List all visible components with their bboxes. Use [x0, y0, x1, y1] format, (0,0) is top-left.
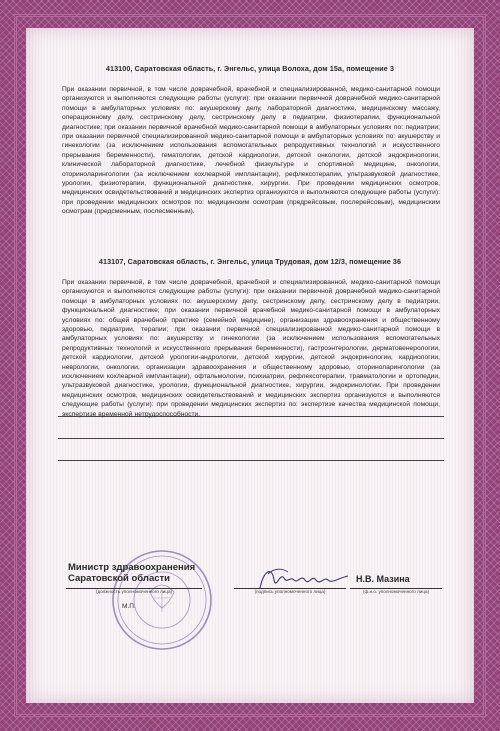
signature-caption: (подпись уполномоченного лица): [254, 589, 326, 594]
address-2: 413107, Саратовская область, г. Энгельс, улица Трудовая, дом 12/3, помещение 36: [98, 257, 402, 266]
position-caption: (должность уполномоченного лица): [95, 589, 173, 594]
name-caption: (ф.и.о. уполномоченного лица): [362, 589, 430, 594]
divider-line-1: [58, 416, 444, 417]
stamp-label: М.П.: [122, 603, 136, 610]
organization-line-2: Саратовской области: [68, 573, 171, 584]
signer-organization: [68, 562, 195, 584]
signer-name: Н.В. Мазина: [356, 574, 410, 584]
services-paragraph-1: При оказании первичной, в том числе доврачебной, врачебной и специализированной, медико-санитарной помощи организуются и выполняются следующие работы (услуги): при оказании первичной доврачебной медико-санитарной помощи в амбулаторных условиях по: акушерскому делу, лабораторной диагностике, медицинскому массажу, операционному делу, сестринскому делу, сестринскому делу в педиатрии, физиотерапии, функциональной диагностике; при оказании первичной врачебной медико-санитарной помощи в амбулаторных условиях по: педиатрии; при оказании первичной специализированной медико-санитарной помощи в амбулаторных условиях по: акушерству и гинекологии (за исключением использования вспомогательных репродуктивных технологий и искусственного прерывания беременности), гематологии, детской кардиологии, детской онкологии, детской эндокринологии, клинической лабораторной диагностике, лечебной физкультуре и спортивной медицине, онкологии, оториноларингологии (за исключением кохлеарной имплантации), рефлексотерапии, ультразвуковой диагностике, урологии, физиотерапии, функциональной диагностике, хирургии. При проведении медицинских осмотров, медицинских освидетельствований и медицинских экспертиз организуются и выполняются следующие работы (услуги): при проведении медицинских осмотров по: медицинским осмотрам (предрейсовым, послерейсовым), медицинским осмотрам (предсменным, послесменным).: [62, 86, 440, 216]
document-paper: [26, 28, 474, 703]
organization-line-1: Министр здравоохранения: [68, 562, 196, 573]
divider-line-2: [58, 438, 444, 439]
services-paragraph-2: При оказании первичной, в том числе доврачебной, врачебной и специализированной, медико-санитарной помощи организуются и выполняются следующие работы (услуги): при оказании первичной доврачебной медико-санитарной помощи в амбулаторных условиях по: акушерскому делу, сестринскому делу, сестринскому делу в педиатрии, функциональной диагностике; при оказании первичной врачебной медико-санитарной помощи в амбулаторных условиях по: общей врачебной практике (семейной медицине), организации здравоохранения и общественному здоровью, педиатрии, терапии; при оказании первичной специализированной медико-санитарной помощи в амбулаторных условиях по: акушерству и гинекологии (за исключением использования вспомогательных репродуктивных технологий и искусственного прерывания беременности), гастроэнтерологии, дерматовенерологии, детской кардиологии, детской урологии-андрологии, детской хирургии, детской эндокринологии, кардиологии, неврологии, онкологии, организации здравоохранения и общественному здоровью, оториноларингологии (за исключением кохлеарной имплантации), офтальмологии, психиатрии, рефлексотерапии, травматологии и ортопедии, ультразвуковой диагностике, урологии, функциональной диагностике, хирургии, эндокринологии. При проведении медицинских осмотров, медицинских освидетельствований и медицинских экспертиз организуются и выполняются следующие работы (услуги): при проведении медицинских экспертиз по: экспертизе качества медицинской помощи, экспертизе временной нетрудоспособности.: [62, 279, 440, 418]
address-1: 413100, Саратовская область, г. Энгельс, улица Волоха, дом 15а, помещение 3: [105, 64, 395, 73]
divider-line-3: [58, 460, 444, 461]
